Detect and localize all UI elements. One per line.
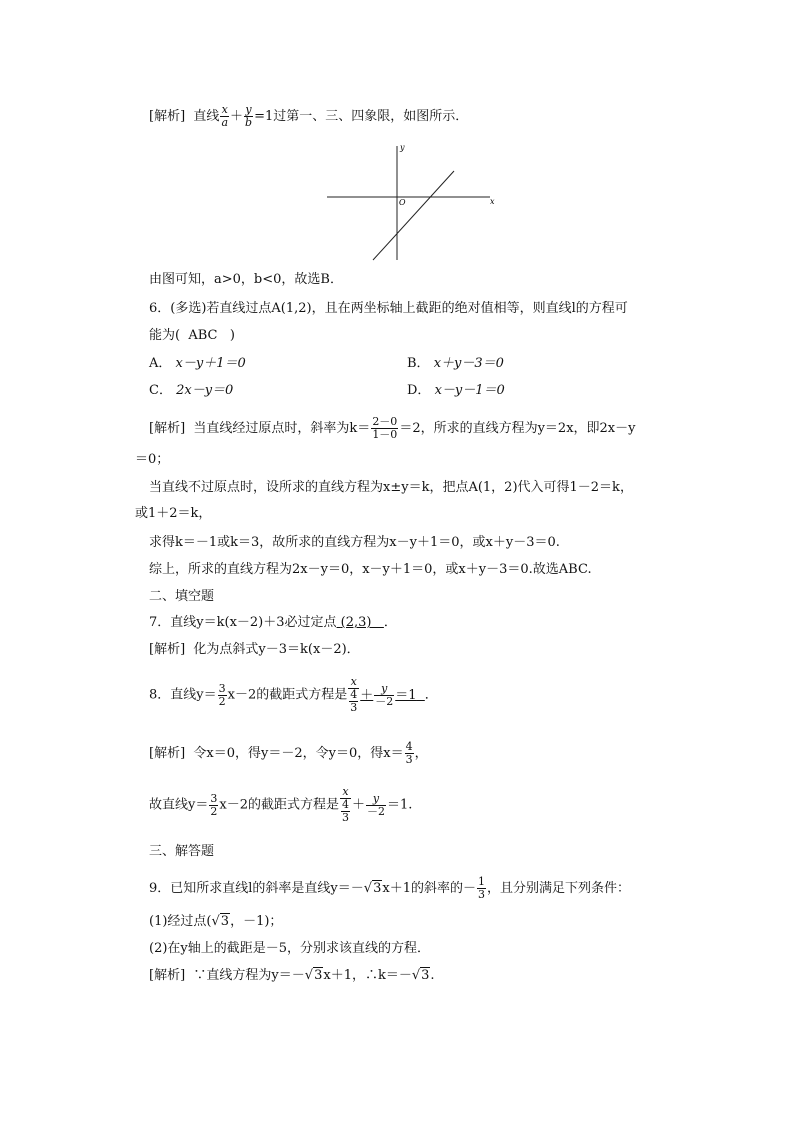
fraction-y-over-b: $\frac{y}{b}$ [245,103,253,129]
q6-analysis-line1-cont: ＝0； [135,452,170,467]
q6-stem-line1: 6．(多选)若直线过点A(1,2)，且在两坐标轴上截距的绝对值相等，则直线l的方程可 [149,301,628,316]
q7-answer: (2,3) [340,615,372,630]
q5-conclusion: 由图可知，a>0，b<0，故选B． [149,272,343,287]
sqrt-3: √3 [363,881,382,896]
q6-analysis-line1: [解析] 当直线经过原点时，斜率为k＝ $\frac{2-0}{1-0}$ ＝2，所求的直线方程为y＝2x，即2x－y [149,415,636,441]
slope-fraction: $\frac{2-0}{1-0}$ [372,415,398,441]
q6-answer: ABC [188,328,218,343]
analysis-tag: [解析] [149,109,186,124]
analysis-tag: [解析] [149,642,186,657]
q8-analysis-line2: 故直线y＝ $\frac{3}{2}$ x－2的截距式方程是 x 4 3 ＋ $\frac{y}{-2}$ ＝1. [149,785,413,824]
q6-option-b: B． x＋y－3＝0 [407,356,504,371]
q8-fraction-3-over-2: $\frac{3}{2}$ [218,681,226,708]
q6-option-a: A． x－y＋1＝0 [149,356,246,371]
q5-analysis-line: [解析] 直线 $\frac{x}{a}$ ＋ $\frac{y}{b}$ =1过第一、三、四象限，如图所示． [149,103,469,129]
q7-analysis: [解析] 化为点斜式y－3＝k(x－2)． [149,642,360,657]
q7-stem: 7．直线y＝k(x－2)＋3必过定点 (2,3) ． [149,615,397,630]
x-axis-label: x [490,197,495,206]
analysis-tag: [解析] [149,746,186,761]
q6-analysis-line4: 综上，所求的直线方程为2x－y＝0，x－y＋1＝0，或x＋y－3＝0.故选ABC. [149,562,592,577]
q8-answer: x 4 3 ＋ $\frac{y}{-2}$ ＝1 [350,675,417,714]
q9-condition-2: (2)在y轴上的截距是－5，分别求该直线的方程． [149,941,431,956]
origin-label: O [399,198,406,207]
section-heading-fill-in: 二、填空题 [149,589,215,604]
q9-condition-1: (1)经过点(√3，－1)； [149,914,283,929]
fraction-x-over-a: $\frac{x}{a}$ [221,103,228,129]
q8-analysis-line1: [解析] 令x＝0，得y＝－2，令y＝0，得x＝ $\frac{4}{3}$ ， [149,740,428,766]
section-heading-solution: 三、解答题 [149,844,215,859]
q6-analysis-line3: 求得k＝－1或k＝3，故所求的直线方程为x－y＋1＝0，或x＋y－3＝0. [149,535,560,550]
q6-option-c: C． 2x－y＝0 [149,383,234,398]
q6-option-d: D． x－y－1＝0 [407,383,505,398]
line-graph-figure [325,140,500,265]
analysis-tag: [解析] [149,968,186,983]
graph-line [373,171,454,260]
q8-stem: 8．直线y＝ $\frac{3}{2}$ x－2的截距式方程是 x 4 3 ＋ $\frac{y}{-2}$ ＝1 ． [149,675,438,714]
analysis-tag: [解析] [149,421,186,436]
q6-stem-line2: 能为( ABC ) [149,328,235,343]
q9-stem: 9．已知所求直线l的斜率是直线y＝－√3x＋1的斜率的－ $\frac{1}{3}$ ，且分别满足下列条件： [149,875,630,901]
q6-analysis-line2-cont: 或1＋2＝k， [135,506,212,521]
y-axis-label: y [400,143,405,152]
q6-analysis-line2: 当直线不过原点时，设所求的直线方程为x±y＝k，把点A(1，2)代入可得1－2＝k， [149,480,633,495]
q9-analysis: [解析] ∵直线方程为y＝－√3x＋1，∴k＝－√3. [149,968,435,983]
